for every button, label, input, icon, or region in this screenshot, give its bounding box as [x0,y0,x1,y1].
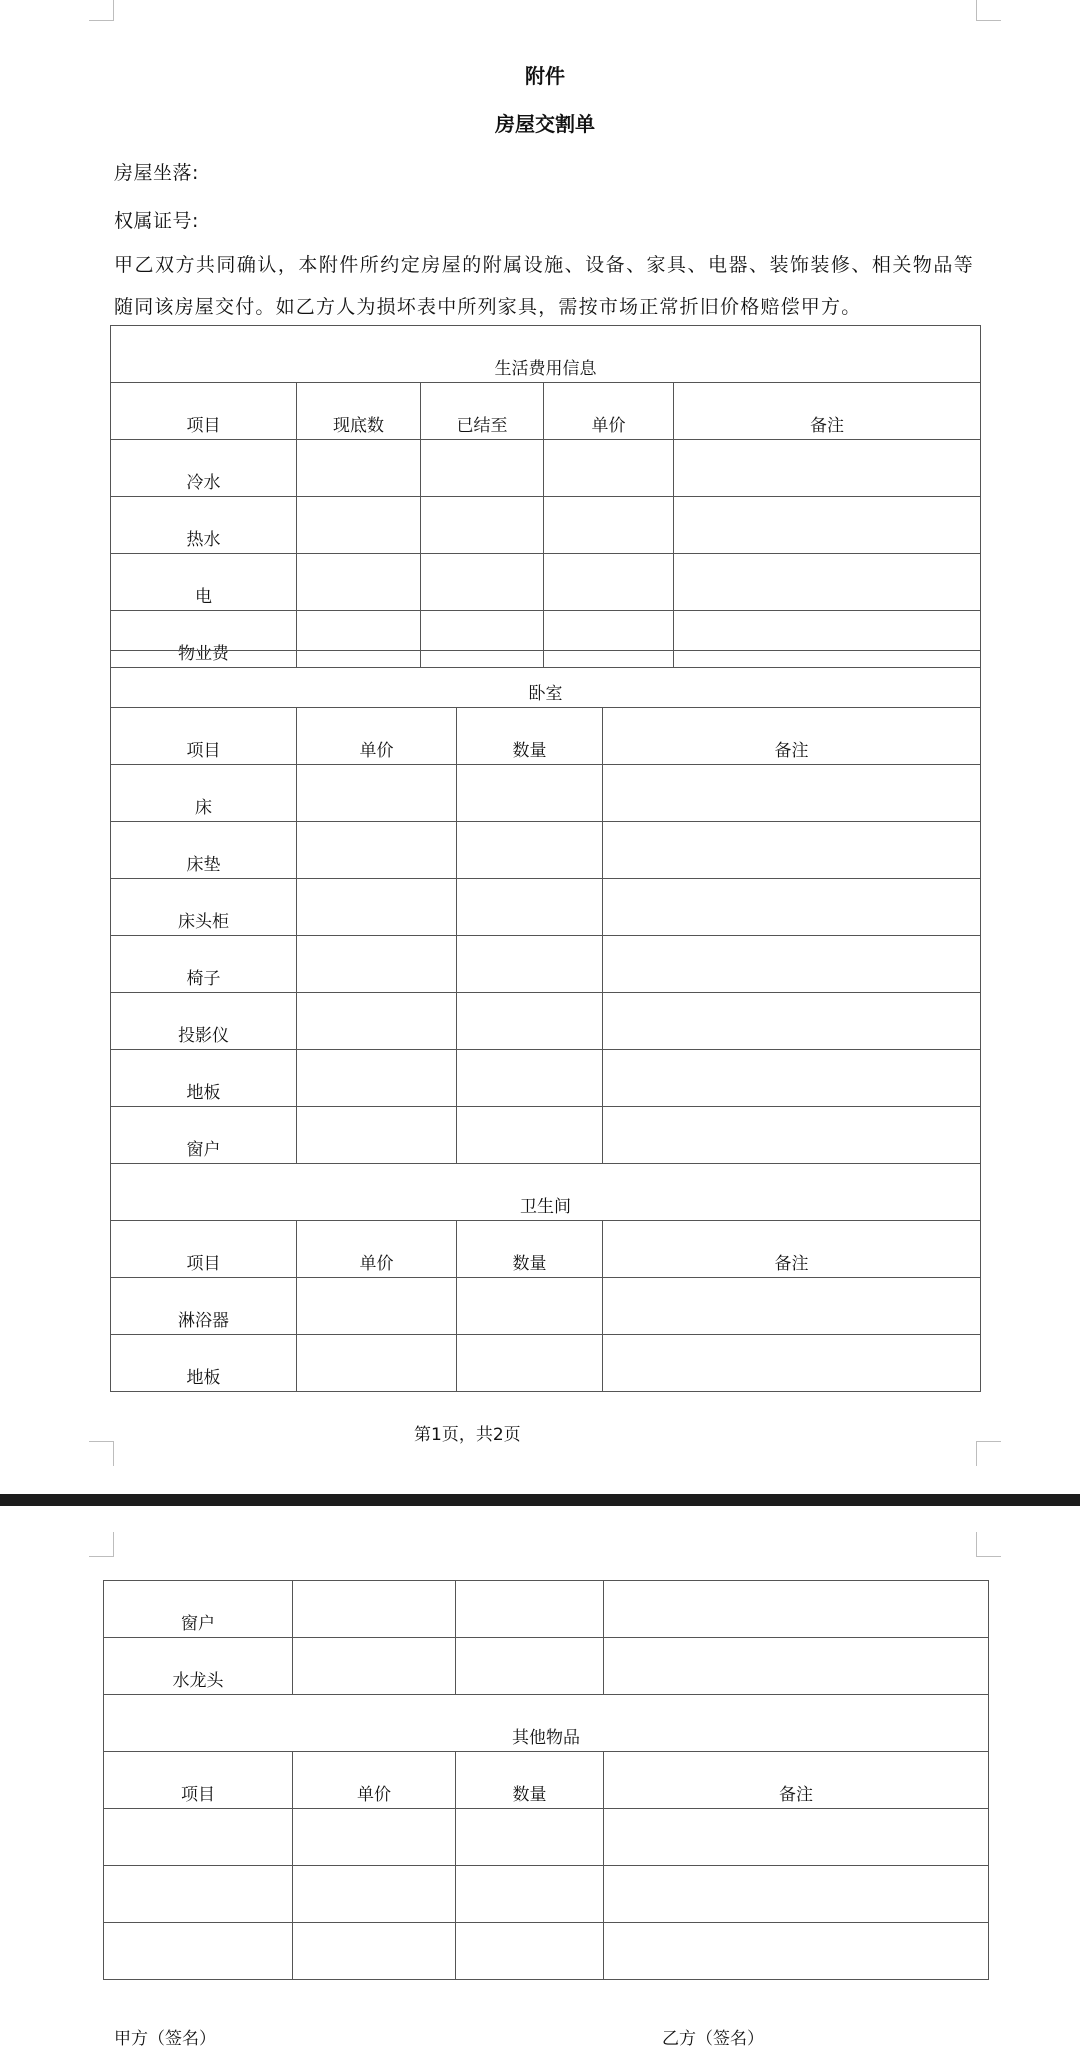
page-corner-mark [976,0,1001,21]
empty-cell[interactable] [457,993,603,1050]
certificate-label: 权属证号: [114,210,199,232]
location-label: 房屋坐落: [114,162,199,184]
item-cell: 窗户 [104,1581,293,1638]
table-row [104,1866,989,1923]
section-row-living [111,326,981,383]
empty-cell[interactable] [603,879,981,936]
header-cell: 备注 [603,1221,981,1278]
item-cell: 淋浴器 [111,1278,297,1335]
empty-cell[interactable] [293,1809,456,1866]
header-row-bathroom [111,1221,981,1278]
document-title: 房屋交割单 [495,112,595,136]
empty-cell[interactable] [457,1050,603,1107]
empty-cell[interactable] [544,440,674,497]
empty-cell[interactable] [297,993,457,1050]
table-row [111,822,981,879]
header-cell: 单价 [297,708,457,765]
item-cell: 地板 [111,1335,297,1392]
table-row [111,879,981,936]
empty-cell[interactable] [603,1335,981,1392]
empty-cell[interactable] [603,936,981,993]
table-row [111,993,981,1050]
empty-cell[interactable] [456,1866,604,1923]
empty-cell[interactable] [293,1923,456,1980]
empty-cell[interactable] [457,1278,603,1335]
empty-cell[interactable] [297,1050,457,1107]
header-cell: 数量 [456,1752,604,1809]
header-cell: 备注 [674,383,981,440]
empty-cell[interactable] [457,1335,603,1392]
table-row [111,497,981,554]
table-row [111,554,981,611]
empty-cell[interactable] [104,1923,293,1980]
empty-cell[interactable] [603,993,981,1050]
empty-cell[interactable] [603,1278,981,1335]
empty-cell[interactable] [457,765,603,822]
item-cell: 地板 [111,1050,297,1107]
header-cell: 单价 [293,1752,456,1809]
item-cell: 窗户 [111,1107,297,1164]
empty-cell[interactable] [293,1638,456,1695]
section-row-bedroom [111,651,981,708]
continued-table [103,1580,989,1980]
empty-cell[interactable] [544,497,674,554]
empty-cell[interactable] [674,440,981,497]
table-row [104,1923,989,1980]
page-corner-mark [89,0,114,21]
bedroom-table [110,650,981,1392]
table-row [111,936,981,993]
empty-cell[interactable] [421,554,544,611]
empty-cell[interactable] [104,1809,293,1866]
table-row [104,1581,989,1638]
page-corner-mark [89,1532,114,1557]
attachment-heading: 附件 [525,64,565,88]
handover-table [110,325,981,668]
empty-cell[interactable] [456,1923,604,1980]
empty-cell[interactable] [604,1809,989,1866]
page-separator [0,1494,1080,1506]
empty-cell[interactable] [457,822,603,879]
item-cell: 床头柜 [111,879,297,936]
empty-cell[interactable] [674,497,981,554]
empty-cell[interactable] [297,879,457,936]
empty-cell[interactable] [456,1638,604,1695]
section-title-bedroom: 卧室 [111,651,981,708]
empty-cell[interactable] [293,1866,456,1923]
item-cell: 椅子 [111,936,297,993]
section-title-other: 其他物品 [104,1695,989,1752]
empty-cell[interactable] [421,440,544,497]
agreement-paragraph: 甲乙双方共同确认，本附件所约定房屋的附属设施、设备、家具、电器、装饰装修、相关物品等随同该房屋交付。如乙方人为损坏表中所列家具，需按市场正常折旧价格赔偿甲方。 [114,254,974,318]
empty-cell[interactable] [456,1809,604,1866]
empty-cell[interactable] [293,1581,456,1638]
empty-cell[interactable] [297,765,457,822]
empty-cell[interactable] [457,1107,603,1164]
table-row [104,1809,989,1866]
table-row [111,1278,981,1335]
header-cell: 单价 [544,383,674,440]
empty-cell[interactable] [297,497,421,554]
empty-cell[interactable] [297,554,421,611]
empty-cell[interactable] [297,936,457,993]
table-row [111,1050,981,1107]
header-cell: 已结至 [421,383,544,440]
item-cell: 投影仪 [111,993,297,1050]
header-cell: 项目 [104,1752,293,1809]
page-footer: 第1页，共2页 [414,1425,521,1445]
section-row-bathroom [111,1164,981,1221]
item-cell: 床垫 [111,822,297,879]
page-corner-mark [976,1532,1001,1557]
empty-cell[interactable] [297,1107,457,1164]
table-row [104,1638,989,1695]
signature-party-b: 乙方（签名） [662,2029,764,2049]
item-cell: 水龙头 [104,1638,293,1695]
empty-cell[interactable] [674,554,981,611]
empty-cell[interactable] [104,1866,293,1923]
empty-cell[interactable] [603,765,981,822]
table-row [111,1107,981,1164]
page-corner-mark [976,1441,1001,1466]
empty-cell[interactable] [457,879,603,936]
empty-cell[interactable] [604,1638,989,1695]
empty-cell[interactable] [603,822,981,879]
header-cell: 项目 [111,708,297,765]
header-cell: 项目 [111,383,297,440]
item-cell: 物业费 [111,611,297,668]
section-title-living: 生活费用信息 [111,326,981,383]
page-corner-mark [89,1441,114,1466]
header-cell: 项目 [111,1221,297,1278]
header-row-bedroom [111,708,981,765]
empty-cell[interactable] [604,1581,989,1638]
header-cell: 数量 [457,1221,603,1278]
item-cell: 床 [111,765,297,822]
section-row-other [104,1695,989,1752]
document-page-2 [0,1506,1080,2039]
empty-cell[interactable] [603,1050,981,1107]
empty-cell[interactable] [604,1866,989,1923]
empty-cell[interactable] [456,1581,604,1638]
empty-cell[interactable] [297,440,421,497]
section-title-bathroom: 卫生间 [111,1164,981,1221]
header-row-other [104,1752,989,1809]
header-row-living [111,383,981,440]
empty-cell[interactable] [297,1278,457,1335]
table-row [111,765,981,822]
item-cell: 冷水 [111,440,297,497]
header-cell: 备注 [603,708,981,765]
empty-cell[interactable] [604,1923,989,1980]
signature-party-a: 甲方（签名） [114,2029,216,2049]
empty-cell[interactable] [457,936,603,993]
empty-cell[interactable] [603,1107,981,1164]
header-cell: 现底数 [297,383,421,440]
empty-cell[interactable] [297,822,457,879]
header-cell: 数量 [457,708,603,765]
empty-cell[interactable] [297,1335,457,1392]
empty-cell[interactable] [421,497,544,554]
empty-cell[interactable] [544,554,674,611]
header-cell: 备注 [604,1752,989,1809]
item-cell: 热水 [111,497,297,554]
table-row [111,440,981,497]
item-cell: 电 [111,554,297,611]
header-cell: 单价 [297,1221,457,1278]
table-row [111,1335,981,1392]
